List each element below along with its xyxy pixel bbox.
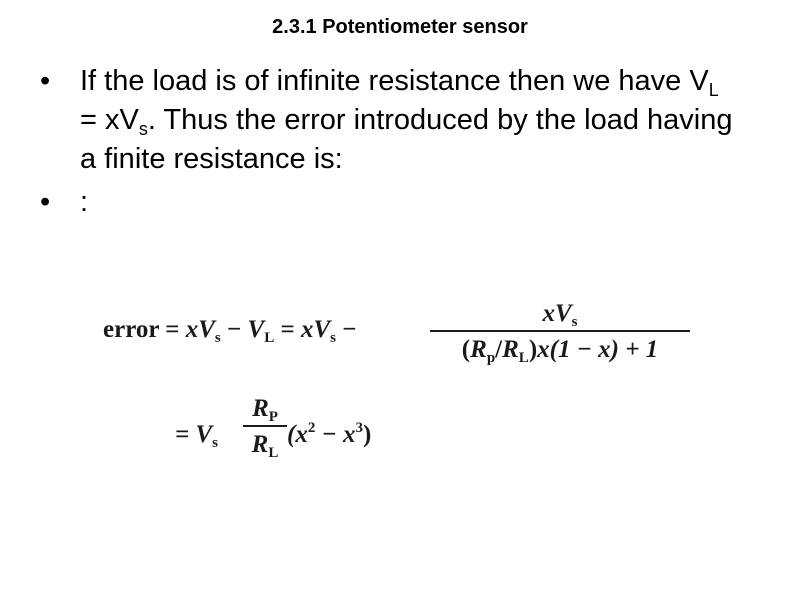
- var-V: V: [554, 300, 572, 327]
- fraction-denominator: [243, 431, 287, 459]
- var-R: R: [252, 395, 269, 422]
- bullet-list: [40, 62, 740, 222]
- bullet-text: :: [80, 186, 89, 218]
- var-V: V: [247, 316, 265, 343]
- poly-part: (x: [287, 421, 308, 448]
- var-R: R: [470, 336, 487, 363]
- fraction-numerator: [243, 395, 287, 423]
- bullet-text-part: If the load is of infinite resistance then we have V: [80, 65, 709, 97]
- subscript-s: s: [330, 330, 336, 346]
- equals-sign: =: [158, 316, 186, 343]
- subscript-s: s: [214, 330, 221, 346]
- bullet-dot-icon: •: [40, 186, 51, 218]
- subscript-s: s: [138, 119, 148, 139]
- equation-prefix: [175, 421, 218, 449]
- superscript-3: 3: [355, 420, 363, 436]
- bullet-item-1: [40, 62, 740, 179]
- var-x: x: [300, 316, 314, 343]
- bullet-text-part: . Thus the error introduced by the load having a finite resistance is:: [80, 104, 733, 175]
- equation-polynomial: [287, 421, 371, 449]
- fraction-numerator: [430, 300, 690, 328]
- subscript-L: L: [264, 330, 275, 346]
- fraction-bar: [243, 425, 287, 427]
- var-V: V: [313, 316, 331, 343]
- slash: /: [495, 336, 503, 363]
- subscript-L: L: [518, 350, 529, 366]
- subscript-s: s: [571, 314, 578, 330]
- var-R: R: [502, 336, 519, 363]
- fraction-bar: [430, 330, 690, 332]
- fraction-denominator: [430, 336, 690, 364]
- equals-Vs: = V: [175, 421, 213, 448]
- fraction: [430, 300, 690, 364]
- var-R: R: [251, 431, 269, 458]
- poly-part: − x: [315, 421, 356, 448]
- subscript-L: L: [708, 80, 719, 100]
- equation-word-error: error: [103, 316, 159, 343]
- equals-sign: =: [274, 316, 301, 343]
- bullet-text-part: = xV: [80, 104, 139, 136]
- paren-close: ): [528, 336, 538, 363]
- var-x: x: [542, 300, 555, 327]
- subscript-p: p: [486, 350, 496, 366]
- fraction-Rp-RL: [243, 395, 287, 459]
- subscript-L: L: [268, 445, 279, 461]
- bullet-item-2: [40, 183, 740, 222]
- var-V: V: [198, 316, 215, 343]
- denominator-tail: x(1 − x) + 1: [537, 336, 659, 363]
- minus-sign: −: [220, 316, 248, 343]
- paren-open: (: [461, 336, 471, 363]
- subscript-s: s: [212, 435, 219, 451]
- minus-sign: −: [336, 316, 357, 343]
- slide-title: 2.3.1 Potentiometer sensor: [272, 16, 528, 38]
- bullet-dot-icon: •: [40, 65, 51, 97]
- subscript-P: P: [268, 409, 278, 425]
- paren-close: ): [362, 421, 372, 448]
- equation-error-lhs: [103, 316, 357, 344]
- var-x: x: [185, 316, 199, 343]
- superscript-2: 2: [307, 420, 316, 436]
